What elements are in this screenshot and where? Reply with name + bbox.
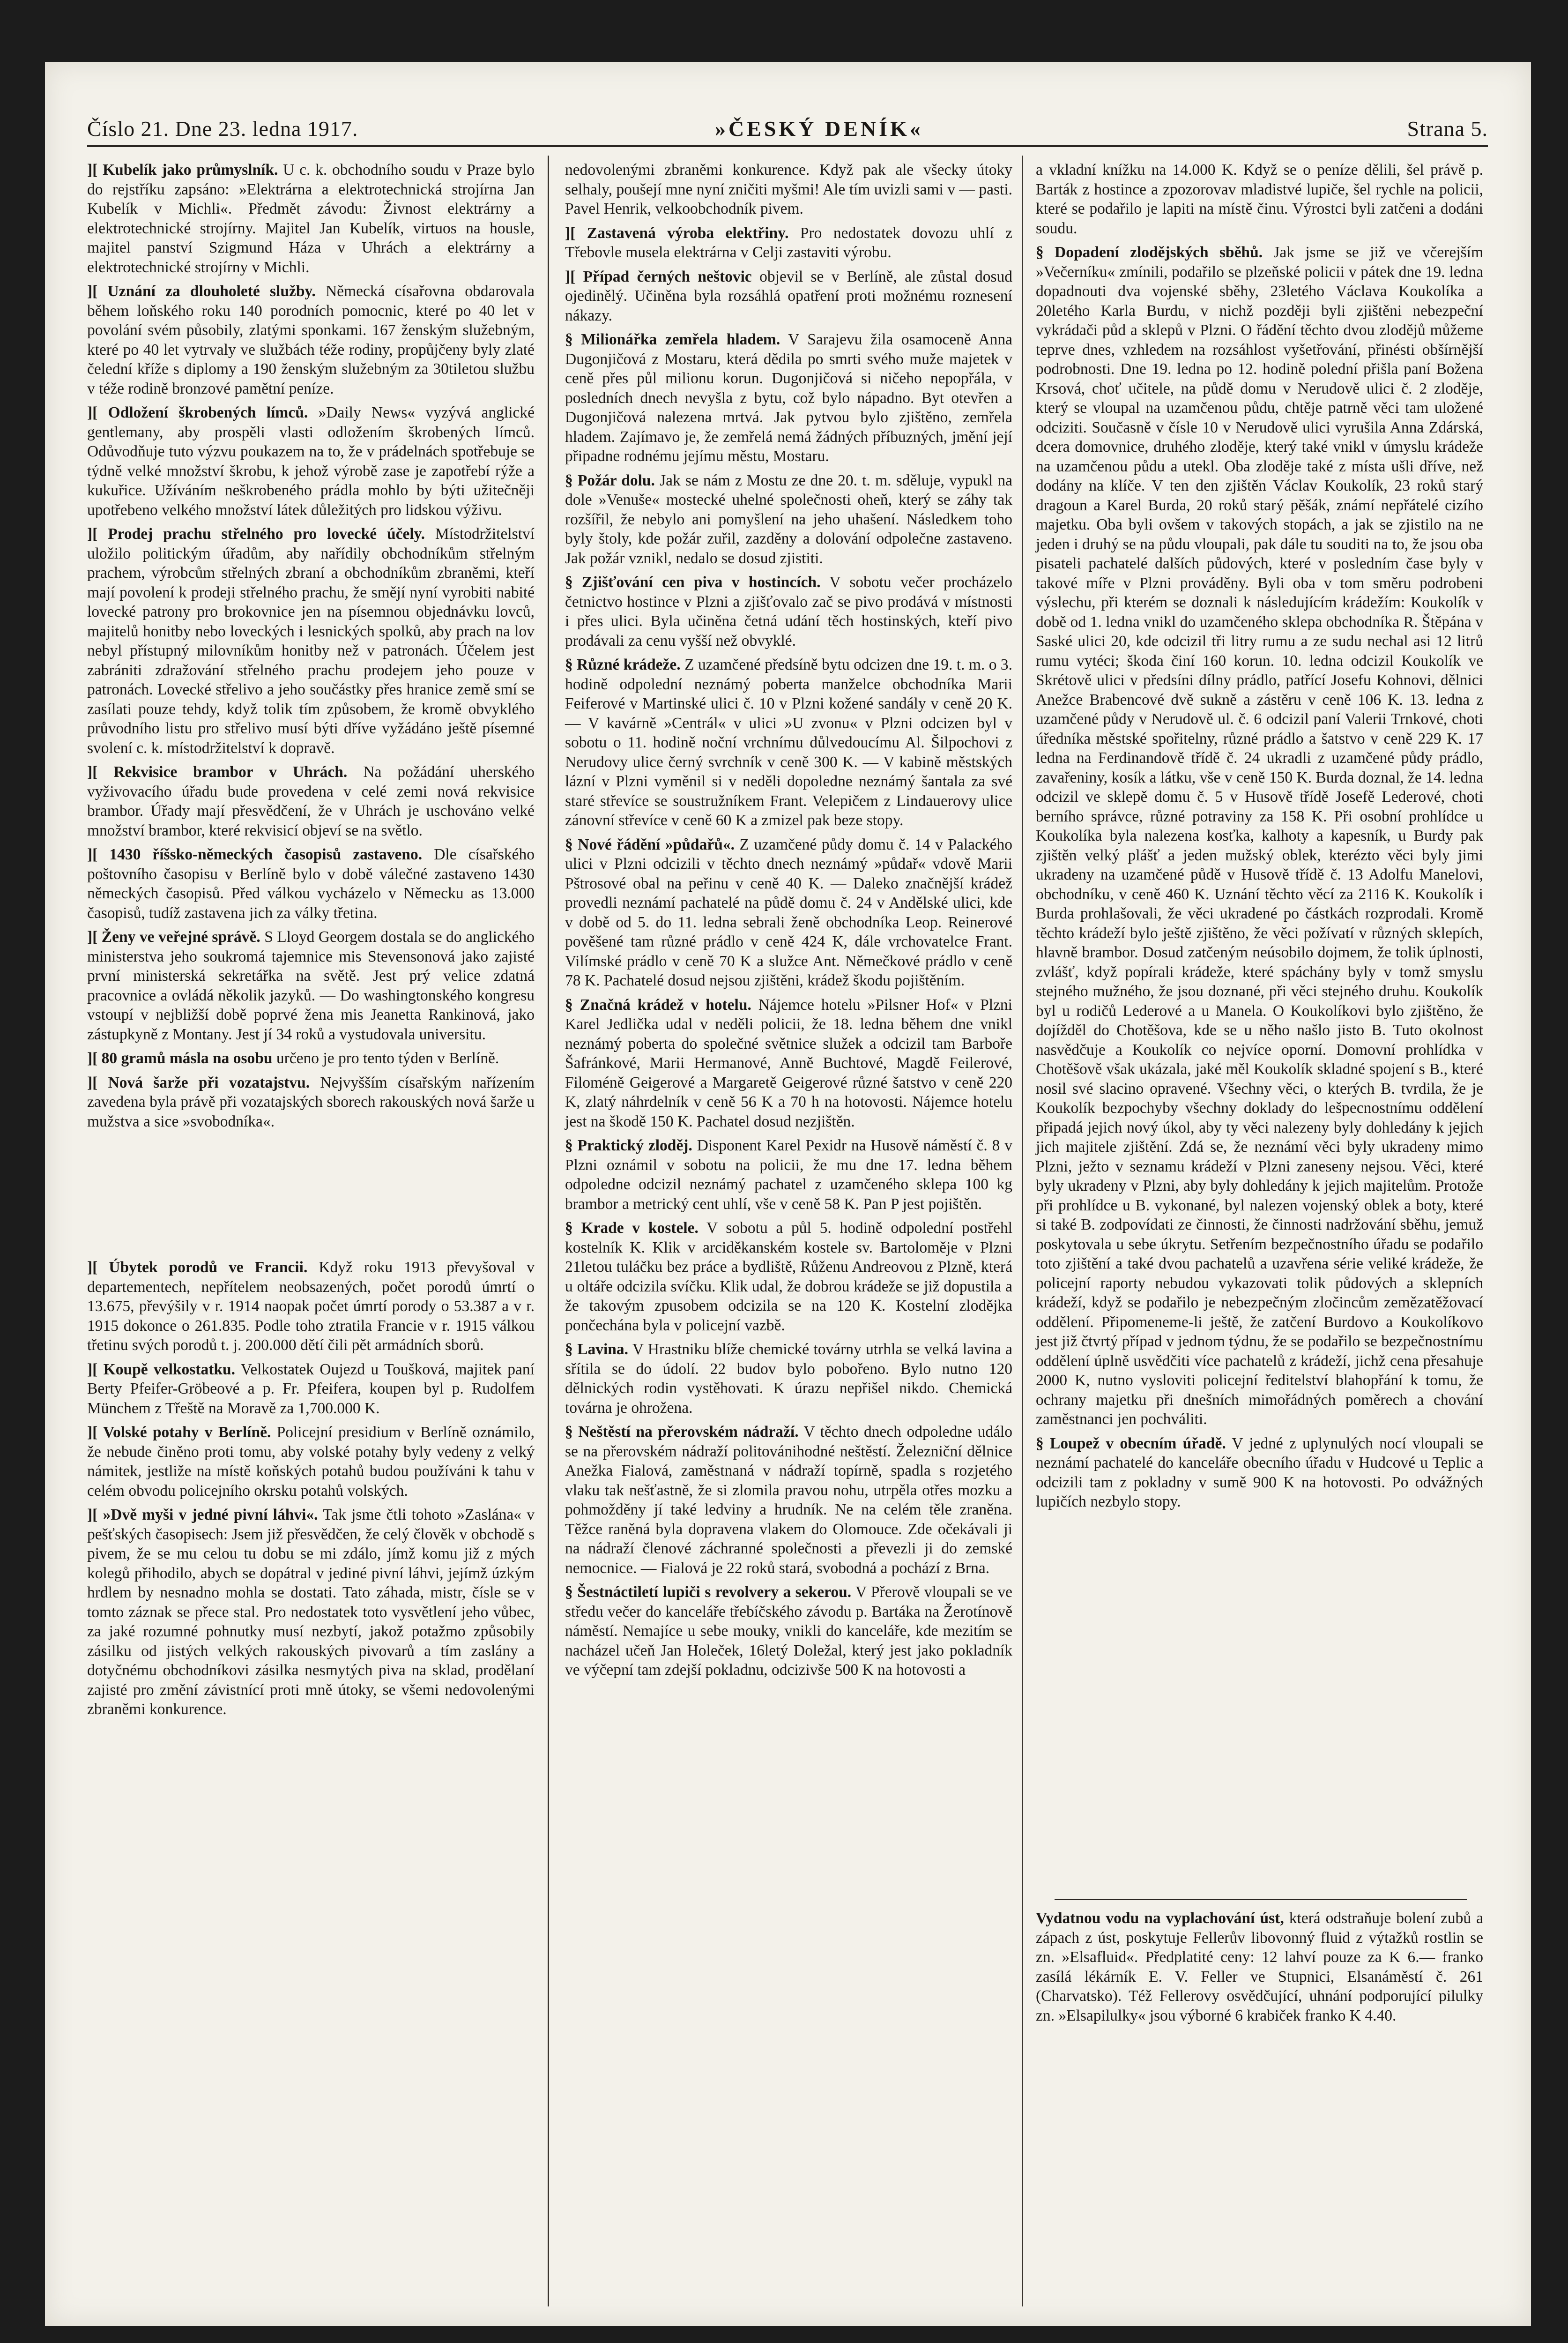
article-body: V Přerově vloupali se ve středu večer do kanceláře třebíčského závodu p. Bartáka na Žerotínově náměstí. Nemajíce u sebe mouky, vnikli do kanceláře, kde mezitím se nacházel učeň Jan Holeček, 16letý Doležal, který jest jako pokladník ve výčepní tam zdejší pokladnu, odcizivše 500 K na hotovosti a bbox=[565, 1583, 1012, 1679]
article-body: Když roku 1913 převyšoval v departementech, nepřítelem neobsazených, počet porodů úmrtí o 13.675, převýšily v r. 1914 naopak počet úmrtí porody o 53.387 a v r. 1915 dokonce o 261.835. Podle toho ztratila Francie v r. 1915 válkou třetinu svých porodů t. j. 200.000 dětí čili pět armádních sborů. bbox=[87, 1259, 535, 1354]
advert-rule bbox=[1055, 1899, 1467, 1900]
article-body: »Daily News« vyzývá anglické gentlemany, aby prospěli vlasti odložením škrobených límců. Odůvodňuje tuto výzvu poukazem na to, že v prádelnách spotřebuje se týdně velké množství škrobu, k jehož výrobě zase je zapotřebí rýže a kukuřice. Užíváním neškrobeného prádla mohlo by býti užitečněji upotřebeno velkého množství látek důležitých pro lidskou výživu. bbox=[87, 404, 535, 519]
article bbox=[565, 1422, 1012, 1578]
article bbox=[1036, 243, 1483, 1429]
article-body: Na požádání uherského vyživovacího úřadu bude provedena v celé zemi nová rekvisice brambor. Úřady mají přesvědčení, že v Uhrách je uschováno velké množství brambor, které rekvisicí objeví se na světlo. bbox=[87, 763, 535, 839]
article bbox=[565, 471, 1012, 568]
column-divider bbox=[548, 156, 549, 2306]
column-divider bbox=[1022, 156, 1023, 2306]
article bbox=[87, 1258, 535, 1355]
article-headline: ][ Rekvisice brambor v Uhrách. bbox=[87, 763, 348, 781]
article bbox=[565, 1582, 1012, 1680]
article-body: a vkladní knížku na 14.000 K. Když se o peníze dělili, šel právě p. Barták z hostince a zpozorovav mladistvé lupiče, šel rychle na policii, které se podařilo je lapiti na místě činu. Výrostci byli zatčeni a dodáni soudu. bbox=[1036, 161, 1483, 237]
article bbox=[87, 1360, 535, 1418]
column-2 bbox=[565, 160, 1012, 1685]
article bbox=[87, 403, 535, 520]
article-headline: ][ Úbytek porodů ve Francii. bbox=[87, 1259, 308, 1276]
article-body: Jak se nám z Mostu ze dne 20. t. m. sděluje, vypukl na dole »Venuše« mostecké uhelné společnosti oheň, který se záhy tak rozšířil, že nebylo ani pomyšlení na jeho uhašení. Následkem toho byly štoly, kde požár zuřil, zazděny a dolování odpolečne zastaveno. Jak požár vznikl, nedalo se dosud zjistiti. bbox=[565, 471, 1013, 567]
newspaper-title: »ČESKÝ DENÍK« bbox=[715, 117, 923, 141]
article-headline: ][ Odložení škrobených límců. bbox=[87, 404, 308, 421]
article-headline: ][ Případ černých neštovic bbox=[565, 268, 752, 285]
advert-heading: Vydatnou vodu na vyplachování úst, bbox=[1036, 1910, 1284, 1927]
issue-date: Číslo 21. Dne 23. ledna 1917. bbox=[87, 117, 358, 141]
article bbox=[87, 762, 535, 840]
article-body: U c. k. obchodního soudu v Praze bylo do rejstříku zapsáno: »Elektrárna a elektrotechnická strojírna Jan Kubelík v Michli«. Předmět závodu: Živnost elektrárny a elektrotechnické strojírny. Majitel Jan Kubelík, virtuos na housle, majitel panství Szigmund Háza v Uhrách a elektrárny a elektrotechnické strojírny v Michli. bbox=[87, 161, 535, 276]
article-body: Dle císařského poštovního časopisu v Berlíně bylo v době válečné zastaveno 1430 německých časopisů. Před válkou vycházelo v Německu as 13.000 časopisů, tudíž zastavena jich za války třetina. bbox=[87, 846, 535, 922]
article-headline: ][ 80 gramů másla na osobu bbox=[87, 1050, 273, 1067]
article-headline: ][ Volské potahy v Berlíně. bbox=[87, 1424, 271, 1441]
article-headline: ][ Zastavená výroba elektřiny. bbox=[565, 224, 789, 242]
column-gap bbox=[87, 1136, 535, 1258]
advertisement bbox=[1036, 1899, 1483, 2025]
article bbox=[565, 1136, 1012, 1214]
article bbox=[87, 1049, 535, 1068]
column-3 bbox=[1036, 160, 1483, 1516]
article-headline: § Dopadení zlodějských sběhů. bbox=[1036, 244, 1263, 261]
article-headline: § Zjišťování cen piva v hostincích. bbox=[565, 574, 821, 591]
article-body: objevil se v Berlíně, ale zůstal dosud ojedinělý. Učiněna byla rozsáhlá opatření proti možnému roznesení nákazy. bbox=[565, 268, 1012, 324]
article-body: V jedné z uplynulých nocí vloupali se neznámí pachatelé do kanceláře obecního úřadu v Hudcové u Teplic a odcizili tam z pokladny v sumě 900 K na hotovosti. Po odvážných lupičích nezbylo stopy. bbox=[1036, 1434, 1483, 1510]
article bbox=[87, 160, 535, 277]
article bbox=[565, 1218, 1012, 1335]
article bbox=[1036, 160, 1483, 238]
article-body: Disponent Karel Pexidr na Husově náměstí č. 8 v Plzni oznámil v sobotu na policii, že mu dne 17. ledna během odpoledne odcizil neznámý pachatel z uzamčeného sklepa 100 kg brambor a metrický cent uhlí, vše v ceně 58 K. Pan P jest pojištěn. bbox=[565, 1137, 1012, 1213]
article bbox=[87, 282, 535, 398]
page-number: Strana 5. bbox=[1407, 117, 1488, 141]
article-body: Pro nedostatek dovozu uhlí z Třebovle musela elektrárna v Celji zastaviti výrobu. bbox=[565, 224, 1012, 261]
article bbox=[565, 267, 1012, 326]
article bbox=[87, 927, 535, 1044]
article-headline: ][ »Dvě myši v jedné pivní láhvi«. bbox=[87, 1506, 318, 1523]
article-headline: ][ Ženy ve veřejné správě. bbox=[87, 928, 260, 946]
article-body: Velkostatek Oujezd u Toušková, majitek paní Berty Pfeifer-Gröbeové a p. Fr. Pfeifera, koupen byl p. Rudolfem Münchem z Třeště na Moravě za 1,700.000 K. bbox=[87, 1360, 535, 1417]
article-body: V Hrastniku blíže chemické továrny utrhla se velká lavina a sřítila se do údolí. 22 budov bylo pobořeno. Bylo nutno 120 dělnických rodin vystěhovati. K úrazu nepřišel nikdo. Chemická továrna je ohrožena. bbox=[565, 1341, 1012, 1417]
article bbox=[565, 835, 1012, 991]
article-headline: § Požár dolu. bbox=[565, 471, 655, 489]
article-headline: § Milionářka zemřela hladem. bbox=[565, 331, 780, 348]
page-header bbox=[87, 112, 1488, 145]
article bbox=[87, 1423, 535, 1500]
article bbox=[565, 1340, 1012, 1418]
article-body: Nejvyšším císařským nařízením zavedena byla právě při vozatajských sborech rakouských nová šarže u mužstva a sice »svobodníka«. bbox=[87, 1074, 535, 1130]
article-headline: § Praktický zloděj. bbox=[565, 1137, 692, 1154]
article-body: S Lloyd Georgem dostala se do anglického ministerstva jeho soukromá tajemnice mis Stevensonová jako zajisté první ministerská sekretářka na světě. Jest prý velice zdatná pracovnice a ovládá několik jazyků. — Do washingtonského kongresu vstoupí v nejbližší době poprvé žena mis Jeanetta Rankinová, jako zástupkyně z Montany. Jest jí 34 roků a vystudovala universitu. bbox=[87, 928, 535, 1043]
article-body: Místodržitelství uložilo politickým úřadům, aby nařídily obchodníkům střelným prachem, výrobcům střelných zbraní a obchodníkům zbraněmi, kteří mají povolení k prodeji střelného prachu, že smějí nyní vyrobiti nabité lovecké patrony pro brokovnice jen na písemnou objednávku lovců, majitelů honitby nebo loveckých i lesnických spolků, aby prach na lov nebyl přístupný milovníkům honitby než v patronách. Účelem jest zabrániti zdražování střelného prachu prodejem jeho pouze v patronách. Lovecké střelivo a jeho součástky přes hranice země smí se zasílati pouze tehdy, když tolik tím způsobem, že kromě obvyklého průvodního listu pro střelivo musí býti dříve vyžádáno ještě písemné svolení c. k. místodržitelství k dopravě. bbox=[87, 525, 535, 757]
article bbox=[87, 1505, 535, 1719]
article-body: Policejní presidium v Berlíně oznámilo, že nebude činěno proti tomu, aby volské potahy byly vedeny z velký námitek, jestliže na místě koňských potahů budou používáni k tahu v celém obvodu policejního okrsku potahů volských. bbox=[87, 1424, 535, 1500]
article-body: Nájemce hotelu »Pilsner Hof« v Plzni Karel Jedlička udal v neděli policii, že 18. ledna během dne vnikl neznámý poberta do společné světnice služek a odcizil tam Barboře Šafránkové, Marii Hermanové, Anně Buchtové, Magdě Feilerové, Filoméně Geigerové a Margaretě Geigerové různé šatstvo v ceně 220 K, zlatý náhrdelník v ceně 56 K a 70 h na hotovosti. Nájemce hotelu jest na škodě 150 K. Pachatel dosud nezjištěn. bbox=[565, 996, 1012, 1130]
article-headline: ][ Uznání za dlouholeté služby. bbox=[87, 283, 316, 300]
article-headline: § Různé krádeže. bbox=[565, 656, 681, 673]
article-body: Z uzamčené půdy domu č. 14 v Palackého ulici v Plzni odcizili v těchto dnech neznámý »půdař« vdově Marii Pštrosové obal na peřinu v ceně 40 K. — Dalekо značnější krádež provedli neznámí pachatelé na půdě domu č. 24 v Andělské ulici, kde v době od 5. do 11. ledna sebrali ženě obchodníka Leop. Reinerové pověšené tam různé prádlo v ceně 424 K, dále vrchovatelce Frant. Vilímské prádlo v ceně 70 K a služce Ant. Němečkové prádlo v ceně 78 K. Pachatelé dosud nejsou zjištěni, krádež škodu pojištěním. bbox=[565, 836, 1012, 989]
article-body: Tak jsme čtli tohoto »Zaslána« v pešťských časopisech: Jsem již přesvědčen, že celý člověk v obchodě s pivem, že se mu celou tu dobu se mi zdálo, jímž komu již z mých kolegů přihodilo, abych se dopátral v jediné pivní láhvi, jejímž úzkým hrdlem by nesnadno mohla se dostati. Tato záhada, mistr, čísle se v tomto záznak se přece stal. Pro nedostatek toto vysvětlení jeho vůbec, za jaké rozumné pohnutky musí nezbytí, jakož potažmo způsobily zásilku od jistých velkých rakouských pivovarů a tím zaslány a dotyčnému obchodníkovi zásilka nesmytých piva na sklad, prodělaní zajisté pro změní závistnící proti mně útoky, se všemi nedovolenými zbraněmi konkurence. bbox=[87, 1506, 535, 1718]
article-body: Z uzamčené předsíně bytu odcizen dne 19. t. m. o 3. hodině odpolední neznámý poberta manželce obchodníka Marii Feiferové v Martinské ulici č. 10 v Plzni kožené sandály v ceně 20 K. — V kavárně »Centrál« v ulici »U zvonu« v Plzni odcizen byl v sobotu o 11. hodině noční vrchnímu důlvedoucímu Al. Šilpochovi z Nerudovy ulice černý svrchník v ceně 300 K. — V kabině městských lázní v Plzni vyměnil si v neděli dopoledne neznámý šantala za své staré střevíce se soustružníkem Frant. Velepičem z Lindauerovy ulice zánovní střevíce v ceně 60 K a zmizel pak beze stopy. bbox=[565, 656, 1013, 829]
header-rule bbox=[87, 145, 1488, 147]
article bbox=[565, 573, 1012, 650]
article-headline: § Krade v kostele. bbox=[565, 1219, 699, 1237]
article-headline: § Značná krádež v hotelu. bbox=[565, 996, 751, 1014]
article-headline: § Nové řádění »půdařů«. bbox=[565, 836, 735, 853]
article-headline: § Šestnáctiletí lupiči s revolvery a sekerou. bbox=[565, 1583, 852, 1601]
article-headline: ][ Kubelík jako průmyslník. bbox=[87, 161, 278, 179]
article-body: nedovolenými zbraněmi konkurence. Když pak ale všecky útoky selhaly, poušejí mne nyní zničiti myšmi! Ale tím uvizli sami v — pasti. Pavel Henrik, velkoobchodník pivem. bbox=[565, 161, 1012, 217]
article-headline: ][ Koupě velkostatku. bbox=[87, 1360, 235, 1378]
article-body: V sobotu a půl 5. hodině odpolední postřehl kostelník K. Klik v arciděkanském kostele sv. Bartoloměje v Plzni 21letou tuláčku bez práce a bydliště, Růženu Andreovou z Plzně, která u oltáře odcizila svíčku. Klik udal, že dobrou krádeže se již dopustila a že takovým zpusobem odcizila se na 120 K. Kostelní zlodějka pončechána byla v policejní vazbě. bbox=[565, 1219, 1013, 1334]
column-1 bbox=[87, 160, 535, 1724]
article bbox=[565, 330, 1012, 466]
article-body: Německá císařovna obdarovala během loňského roku 140 porodních pomocnic, které po 40 let v povolání svém působily, zlatými sponkami. 167 ženským služebným, které po 40 let vytrvaly ve službách téže rodiny, propůjčeny byly zlaté čelední kříže s diplomy a 190 ženským služebným za 30tiletou službu v téže rodině bronzové pamětní peníze. bbox=[87, 283, 535, 397]
article-headline: § Lavina. bbox=[565, 1341, 629, 1358]
article-headline: ][ 1430 říšsko-německých časopisů zastaveno. bbox=[87, 846, 423, 863]
article bbox=[87, 845, 535, 923]
article-headline: § Neštěstí na přerovském nádraží. bbox=[565, 1423, 799, 1440]
advert-body: která odstraňuje bolení zubů a zápach z úst, poskytuje Fellerův libovonný fluid z výtažků rostlin se zn. »Elsafluid«. Předplatité ceny: 12 lahví pouze za K 6.— franko zasílá lékárník E. V. Feller ve Stupnici, Elsanáměstí č. 261 (Charvatsko). Též Fellerovy osvědčující, uhnání podporující pilulky zn. »Elsapilulky« jsou výborné 6 krabiček franko K 4.40. bbox=[1036, 1910, 1483, 2024]
article-headline: ][ Nová šarže při vozatajstvu. bbox=[87, 1074, 310, 1091]
article-headline: § Loupež v obecním úřadě. bbox=[1036, 1434, 1226, 1452]
article-body: V Sarajevu žila osamoceně Anna Dugonjičová z Mostaru, která dědila po smrti svého muže majetek v ceně přes půl milionu korun. Dugonjičová si ničeho nepopřála, v posledních dnech nevyšla z bytu, což bylo nápadno. Byt otevřen a Dugonjičová nalezena mrtvá. Jak pytvou bylo zjištěno, zemřela hladem. Zajímavo je, že zemřelá nemá žádných příbuzných, jmění její připadne rodnému jejímu městu, Mostaru. bbox=[565, 331, 1012, 465]
article-body: určeno je pro tento týden v Berlíně. bbox=[276, 1050, 499, 1067]
article-body: V sobotu večer procházelo četnictvo hostince v Plzni a zjišťovalo zač se pivo prodává v místnosti i přes ulici. Byla učiněna četná udání těch hostinských, kteří pivo prodávali za cenu vyšší než obvyklé. bbox=[565, 574, 1012, 649]
article bbox=[87, 1073, 535, 1132]
article-body: V těchto dnech odpoledne událo se na přerovském nádraží politovánihodné neštěstí. Železniční dělnice Anežka Fialová, zaměstnaná v nádraží topírně, spadla s rozjetého vlaku tak nešťastně, že si zlomila pravou nohu, utrpěla otřes mozku a pohmožděny jí také ledviny a hrudník. Ne na celém těle zraněna. Těžce raněná byla dopravena vlakem do Olomouce. Zde očekávali ji na nádraží členové záchranné společnosti a převezli ji do zemské nemocnice. — Fialová je 22 roků stará, svobodná a pochází z Brna. bbox=[565, 1423, 1012, 1577]
article bbox=[565, 995, 1012, 1132]
article bbox=[87, 524, 535, 758]
article-headline: ][ Prodej prachu střelného pro lovecké účely. bbox=[87, 525, 425, 543]
newspaper-page bbox=[45, 62, 1531, 2326]
article-body: Jak jsme se již ve včerejším »Večerníku« zmínili, podařilo se plzeňské policii v pátek dne 19. ledna dopadnouti dva vojenské sběhy, 23letého Václava Koukolíka a 20letého Karla Burdu, v nichž později byli zjištěni nebezpeční vykrádači půd a sklepů v Plzni. O řádění těchto dvou zlodějů můžeme teprve dnes, vzhledem na rozsáhlost vyšetřování, přinésti obšírnější podrobnosti. Dne 19. ledna po 12. hodině polední přišla paní Božena Krsová, choť učitele, na půdě domu v Nerudově ulici č. 2 zloděje, který se vloupal na uzamčenou půdu, chtěje patrně věci tam uložené odciziti. Současně v čísle 10 v Nerudově ulici vyrušila Anna Zdárská, dcera domovnice, druhého zloděje, který také vnikl v úmyslu krádeže na uzamčenou půdu a utekl. Oba zloděje také z místa ušli dříve, než dodány na klíče. V ten den zjištěn Václav Koukolík, 23 roků starý dragoun a Karel Burda, 20 roků starý pěšák, známí nepřátelé cizího majetku. Oba byli ovšem v takových stopách, a jak se zjistilo na ne jeden i druhý se na půdu vloupali, pak dále tu souditi na to, že jsou oba pisateli pachatelé dalších půdových, které v posledním čase byly v takové míře v Plzni prováděny. Byli oba v tom směru podrobeni výslechu, při kterém se doznali k následujícím krádežím: Koukolík v době od 1. ledna vnikl do uzamčeného sklepa obchodníka R. Štěpána v Saské ulici 20, kde odcizil tři litry rumu a ze sudu nechal asi 12 litrů rumu vytéci; škoda činí 160 korun. 10. ledna odcizil Koukolík ve Skrétově ulici v předsíni dílny prádlo, patřící Josefu Kohnovi, dělnici Anežce Brabencové dvě sukně a zástěru v ceně 106 K. 13. ledna z uzamčené půdy v Nerudově ul. č. 6 odcizil paní Valerii Trnkové, choti úředníka městské spořitelny, různé prádlo a šatstvo v ceně 229 K. 17 ledna na Ferdinandově třídě č. 24 ukradli z uzamčené půdy prádlo, zavařeniny, kosík a látku, vše v ceně 150 K. Burda doznal, že 14. ledna odcizil ve sklepě domu č. 5 v Husově třídě Josefě Lederové, choti berního správce, různé potraviny za 158 K. Při osobní prohlídce u Koukolíka byla nalezena kosťka, kalhoty a kapesník, u Burdy pak zjištěn velký plášť a jeden mužský oblek, kterézto věci byly jimi ukradeny na uzamčené půdě v Husově třídě č. 13 Adolfu Manelovi, obchodníku, v ceně 460 K. Uznání těchto věcí za 2116 K. Koukolík i Burda prohlašovali, že věci ukradené po částkách rozprodali. Kromě těchto krádeží bylo ještě zjištěno, že věci požívatí v různých sklepích, hlavně brambor. Dosud zatčeným neúsobilo dojmem, že tolik úplnosti, zvlášť, když popírali krádeže, které spáchány byly v tomž smyslu stejného mužného, že jsou doznané, při věci stejného druhu. Koukolík byl u rodičů Lederové a u Manela. O Koukolíkovi bylo zjištěno, že dojížděl do Chotěšova, kde se u něho našlo jisto B. Tuto okolnost nasvědčuje a Koukolík co nejvíce oporní. Domovní prohlídka v Chotěšově však ukázala, jaké měl Koukolík skladné spojení s B., které nosil své slacino opravené. Všechny věci, o kterých B. tvrdila, že je Koukolík bezpochyby všechny doklady do lešpecnostnímu oddělení připadá jejich nový úkol, aby ty věci nalezeny byly dohledány k jejich jich majitele zjištění. Zdá se, že neznámí věci byly ukradeny mimo Plzni, ježto v seznamu krádeží v Plzni zaneseny nejsou. Věci, které byly ukradeny v Plzni, aby byly dohledány k jejich majitelům. Protože při prohlídce u B. vykonané, byl nalezen vojenský oblek a boty, které si také B. zodpovídati ze činnosti, že činnosti nadržování sběhu, jemuž poskytovala u sebe úkrytu. Setřením bezpečnostního úřadu se podařilo toto zjištění a také dvou pachatelů a uzavřena série veliké krádeže, že policejní raporty nebudou vykazovati tolik půdových a sklepních krádeží, když se podařilo je nebezpečným zločincům zemězatěžovací oddělení. Připomeneme-li ještě, že zatčení Burdovo a Koukolíkovo jest již čtvrtý případ v jednom týdnu, že se podařilo se bezpečnostnímu oddělení úplně usvědčiti více pachatelů z krádeží, jichž cena přesahuje 2000 K, nutno vysloviti policejní ředitelství blahopřání k tomu, že ochrany majetku při dnešních mimořádných poměrech a chování zaměstnanci jen pochváliti. bbox=[1036, 244, 1484, 1428]
article bbox=[565, 655, 1012, 830]
article bbox=[1036, 1434, 1483, 1512]
article bbox=[565, 224, 1012, 262]
article bbox=[565, 160, 1012, 219]
